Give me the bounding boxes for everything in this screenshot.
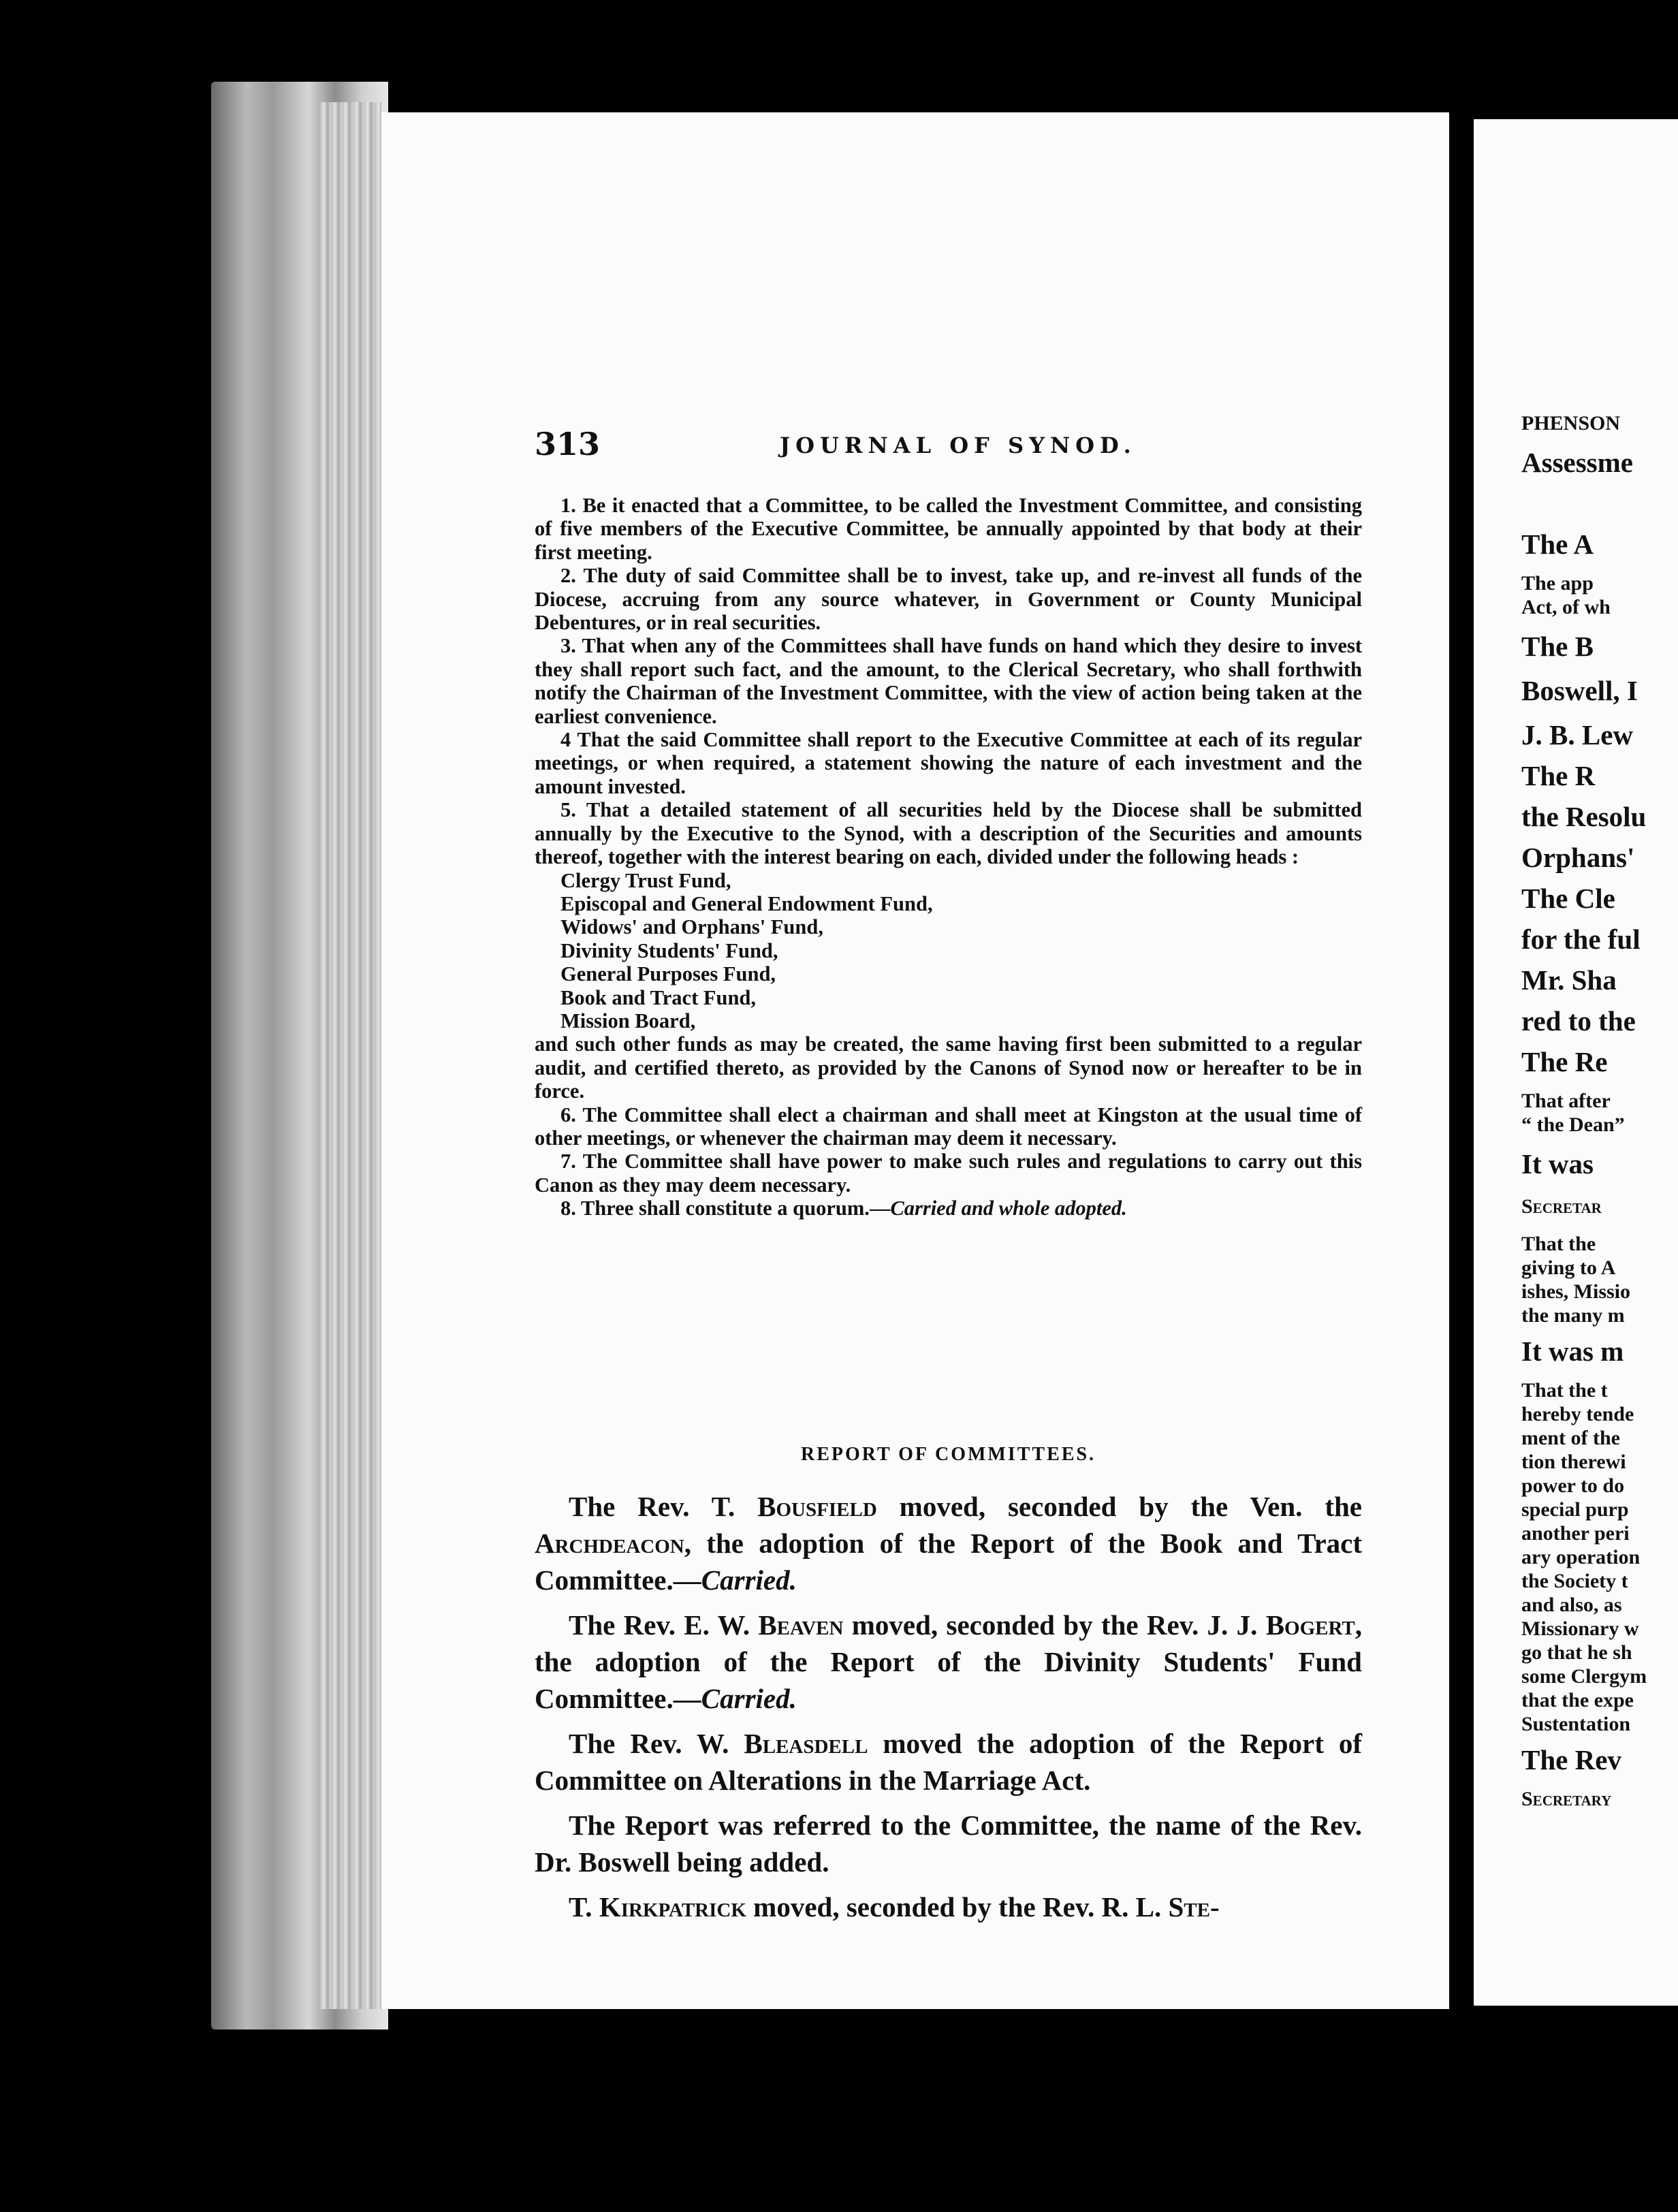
motion-text: moved, seconded by the Ven. the xyxy=(876,1491,1362,1522)
right-line: “ the Dean” xyxy=(1521,1113,1625,1136)
right-line: The R xyxy=(1521,760,1596,791)
right-page-fragment xyxy=(1474,119,1678,2006)
motions xyxy=(535,1488,1362,1933)
motion-text: moved, seconded by the Rev. R. L. xyxy=(746,1891,1169,1923)
right-line: Assessme xyxy=(1521,447,1633,478)
motion-1 xyxy=(535,1488,1362,1598)
motion-text: moved, seconded by the Rev. J. J. xyxy=(843,1609,1266,1641)
section-heading: REPORT OF COMMITTEES. xyxy=(800,1444,1096,1465)
motion-2 xyxy=(535,1607,1362,1717)
seconder-name: Bogert xyxy=(1265,1609,1355,1641)
right-line: J. B. Lew xyxy=(1521,719,1633,750)
running-head: JOURNAL OF SYNOD. xyxy=(780,432,1137,458)
motion-text: , the adoption of the Report of the Divinity Students' Fund Committee.— xyxy=(535,1609,1363,1714)
right-line: another peri xyxy=(1521,1522,1630,1545)
mover-name: Bousfield xyxy=(757,1491,877,1522)
right-line: go that he sh xyxy=(1521,1641,1632,1664)
page-edges-inner xyxy=(320,102,381,2009)
motion-text: The Rev. W. xyxy=(569,1728,744,1759)
motion-text: T. xyxy=(569,1891,599,1923)
fund-item: Book and Tract Fund, xyxy=(560,985,757,1009)
right-line: Orphans' xyxy=(1521,842,1635,873)
right-line: the Resolu xyxy=(1521,801,1647,832)
fund-item: General Purposes Fund, xyxy=(560,962,776,986)
right-line: Missionary w xyxy=(1521,1617,1639,1640)
motion-result: Carried. xyxy=(701,1683,797,1714)
motion-3 xyxy=(535,1725,1362,1799)
clause-8 xyxy=(535,1197,1362,1220)
right-line: The app xyxy=(1521,572,1594,595)
right-line: that the expe xyxy=(1521,1689,1634,1711)
motion-text: moved the adoption of the Report of Committee on Alterations in the Marriage Act. xyxy=(535,1728,1362,1796)
right-line: The Rev xyxy=(1521,1744,1621,1775)
clause-2: 2. The duty of said Committee shall be to invest, take up, and re-invest all funds of the Diocese, accruing from any source whatever, in Government or County Municipal Debentures, or in real securities. xyxy=(535,564,1362,635)
clause-1: 1. Be it enacted that a Committee, to be called the Investment Committee, and consisting of five members of the Executive Committee, be annually appointed by that body at their first meeting. xyxy=(535,494,1362,564)
right-line: and also, as xyxy=(1521,1594,1622,1616)
mover-name: Kirkpatrick xyxy=(599,1891,746,1923)
right-line: Boswell, I xyxy=(1521,675,1638,706)
fund-list xyxy=(535,869,1362,1033)
page-header xyxy=(535,426,1395,467)
right-line: Sustentation xyxy=(1521,1713,1631,1735)
page-number: 313 xyxy=(535,426,601,462)
right-line: ishes, Missio xyxy=(1521,1280,1631,1303)
clause-7: 7. The Committee shall have power to make such rules and regulations to carry out this Canon as they may deem necessary. xyxy=(535,1150,1362,1197)
right-line: That after xyxy=(1521,1090,1611,1112)
right-line: giving to A xyxy=(1521,1257,1616,1279)
left-page xyxy=(381,112,1449,2009)
right-line: That the t xyxy=(1521,1379,1608,1402)
right-line: Secretar xyxy=(1521,1195,1602,1218)
right-line: PHENSON xyxy=(1521,412,1621,434)
clause-3: 3. That when any of the Committees shall have funds on hand which they desire to invest they shall report such fact, and the amount, to the Clerical Secretary, who shall forthwith notify the Chairman of the Investment Committee, with the view of action being taken at the earliest convenience. xyxy=(535,634,1362,728)
right-line: for the ful xyxy=(1521,923,1641,955)
right-line: special purp xyxy=(1521,1498,1629,1521)
right-line: It was xyxy=(1521,1148,1594,1180)
right-line: ary operation xyxy=(1521,1546,1641,1568)
right-line: The B xyxy=(1521,631,1594,662)
right-line: the Society t xyxy=(1521,1570,1628,1592)
canon-text xyxy=(535,494,1362,1220)
clause-6: 6. The Committee shall elect a chairman and shall meet at Kingston at the usual time of other meetings, or whenever the chairman may deem it necessary. xyxy=(535,1103,1362,1150)
seconder-name: Archdeacon xyxy=(535,1528,684,1559)
fund-item: Clergy Trust Fund, xyxy=(560,868,731,892)
right-line: The Re xyxy=(1521,1046,1608,1077)
motion-4: The Report was referred to the Committee, the name of the Rev. Dr. Boswell being added. xyxy=(535,1810,1362,1878)
motion-text: The Rev. T. xyxy=(569,1491,758,1522)
mover-name: Beaven xyxy=(758,1609,844,1641)
fund-item: Episcopal and General Endowment Fund, xyxy=(560,891,933,915)
motion-result: Carried. xyxy=(701,1564,797,1596)
fund-item: Divinity Students' Fund, xyxy=(560,938,778,962)
right-line: Secretary xyxy=(1521,1788,1612,1810)
motion-5 xyxy=(535,1889,1362,1925)
right-line: Mr. Sha xyxy=(1521,964,1617,996)
right-line: Act, of wh xyxy=(1521,596,1611,618)
seconder-name: Ste- xyxy=(1168,1891,1220,1923)
mover-name: Bleasdell xyxy=(744,1728,868,1759)
right-line: some Clergym xyxy=(1521,1665,1647,1688)
fund-item: Mission Board, xyxy=(560,1009,696,1032)
right-line: It was m xyxy=(1521,1336,1624,1367)
clause-5: 5. That a detailed statement of all securities held by the Diocese shall be submitted annually by the Executive to the Synod, with a description of the Securities and amounts thereof, together with the interest bearing on each, divided under the following heads : xyxy=(535,798,1362,869)
right-line: power to do xyxy=(1521,1474,1625,1497)
clause-8-text: 8. Three shall constitute a quorum.— xyxy=(560,1197,891,1220)
funds-continuation: and such other funds as may be created, the same having first been submitted to a regular audit, and certified thereto, as provided by the Canons of Synod now or hereafter to be in force. xyxy=(535,1032,1362,1103)
right-line: The A xyxy=(1521,528,1594,560)
right-line: red to the xyxy=(1521,1005,1636,1037)
right-line: hereby tende xyxy=(1521,1403,1634,1425)
right-line: ment of the xyxy=(1521,1427,1620,1449)
fund-item: Widows' and Orphans' Fund, xyxy=(560,915,823,939)
clause-4: 4 That the said Committee shall report to the Executive Committee at each of its regular meetings, or when required, a statement showing the nature of each investment and the amount invested. xyxy=(535,728,1362,798)
right-line: The Cle xyxy=(1521,883,1615,914)
motion-text: , the adoption of the Report of the Book and Tract Committee.— xyxy=(535,1528,1362,1596)
right-line: That the xyxy=(1521,1233,1596,1255)
right-line: tion therewi xyxy=(1521,1451,1626,1473)
motion-text: The Rev. E. W. xyxy=(569,1609,759,1641)
clause-8-result: Carried and whole adopted. xyxy=(890,1197,1127,1220)
right-line: the many m xyxy=(1521,1304,1625,1327)
